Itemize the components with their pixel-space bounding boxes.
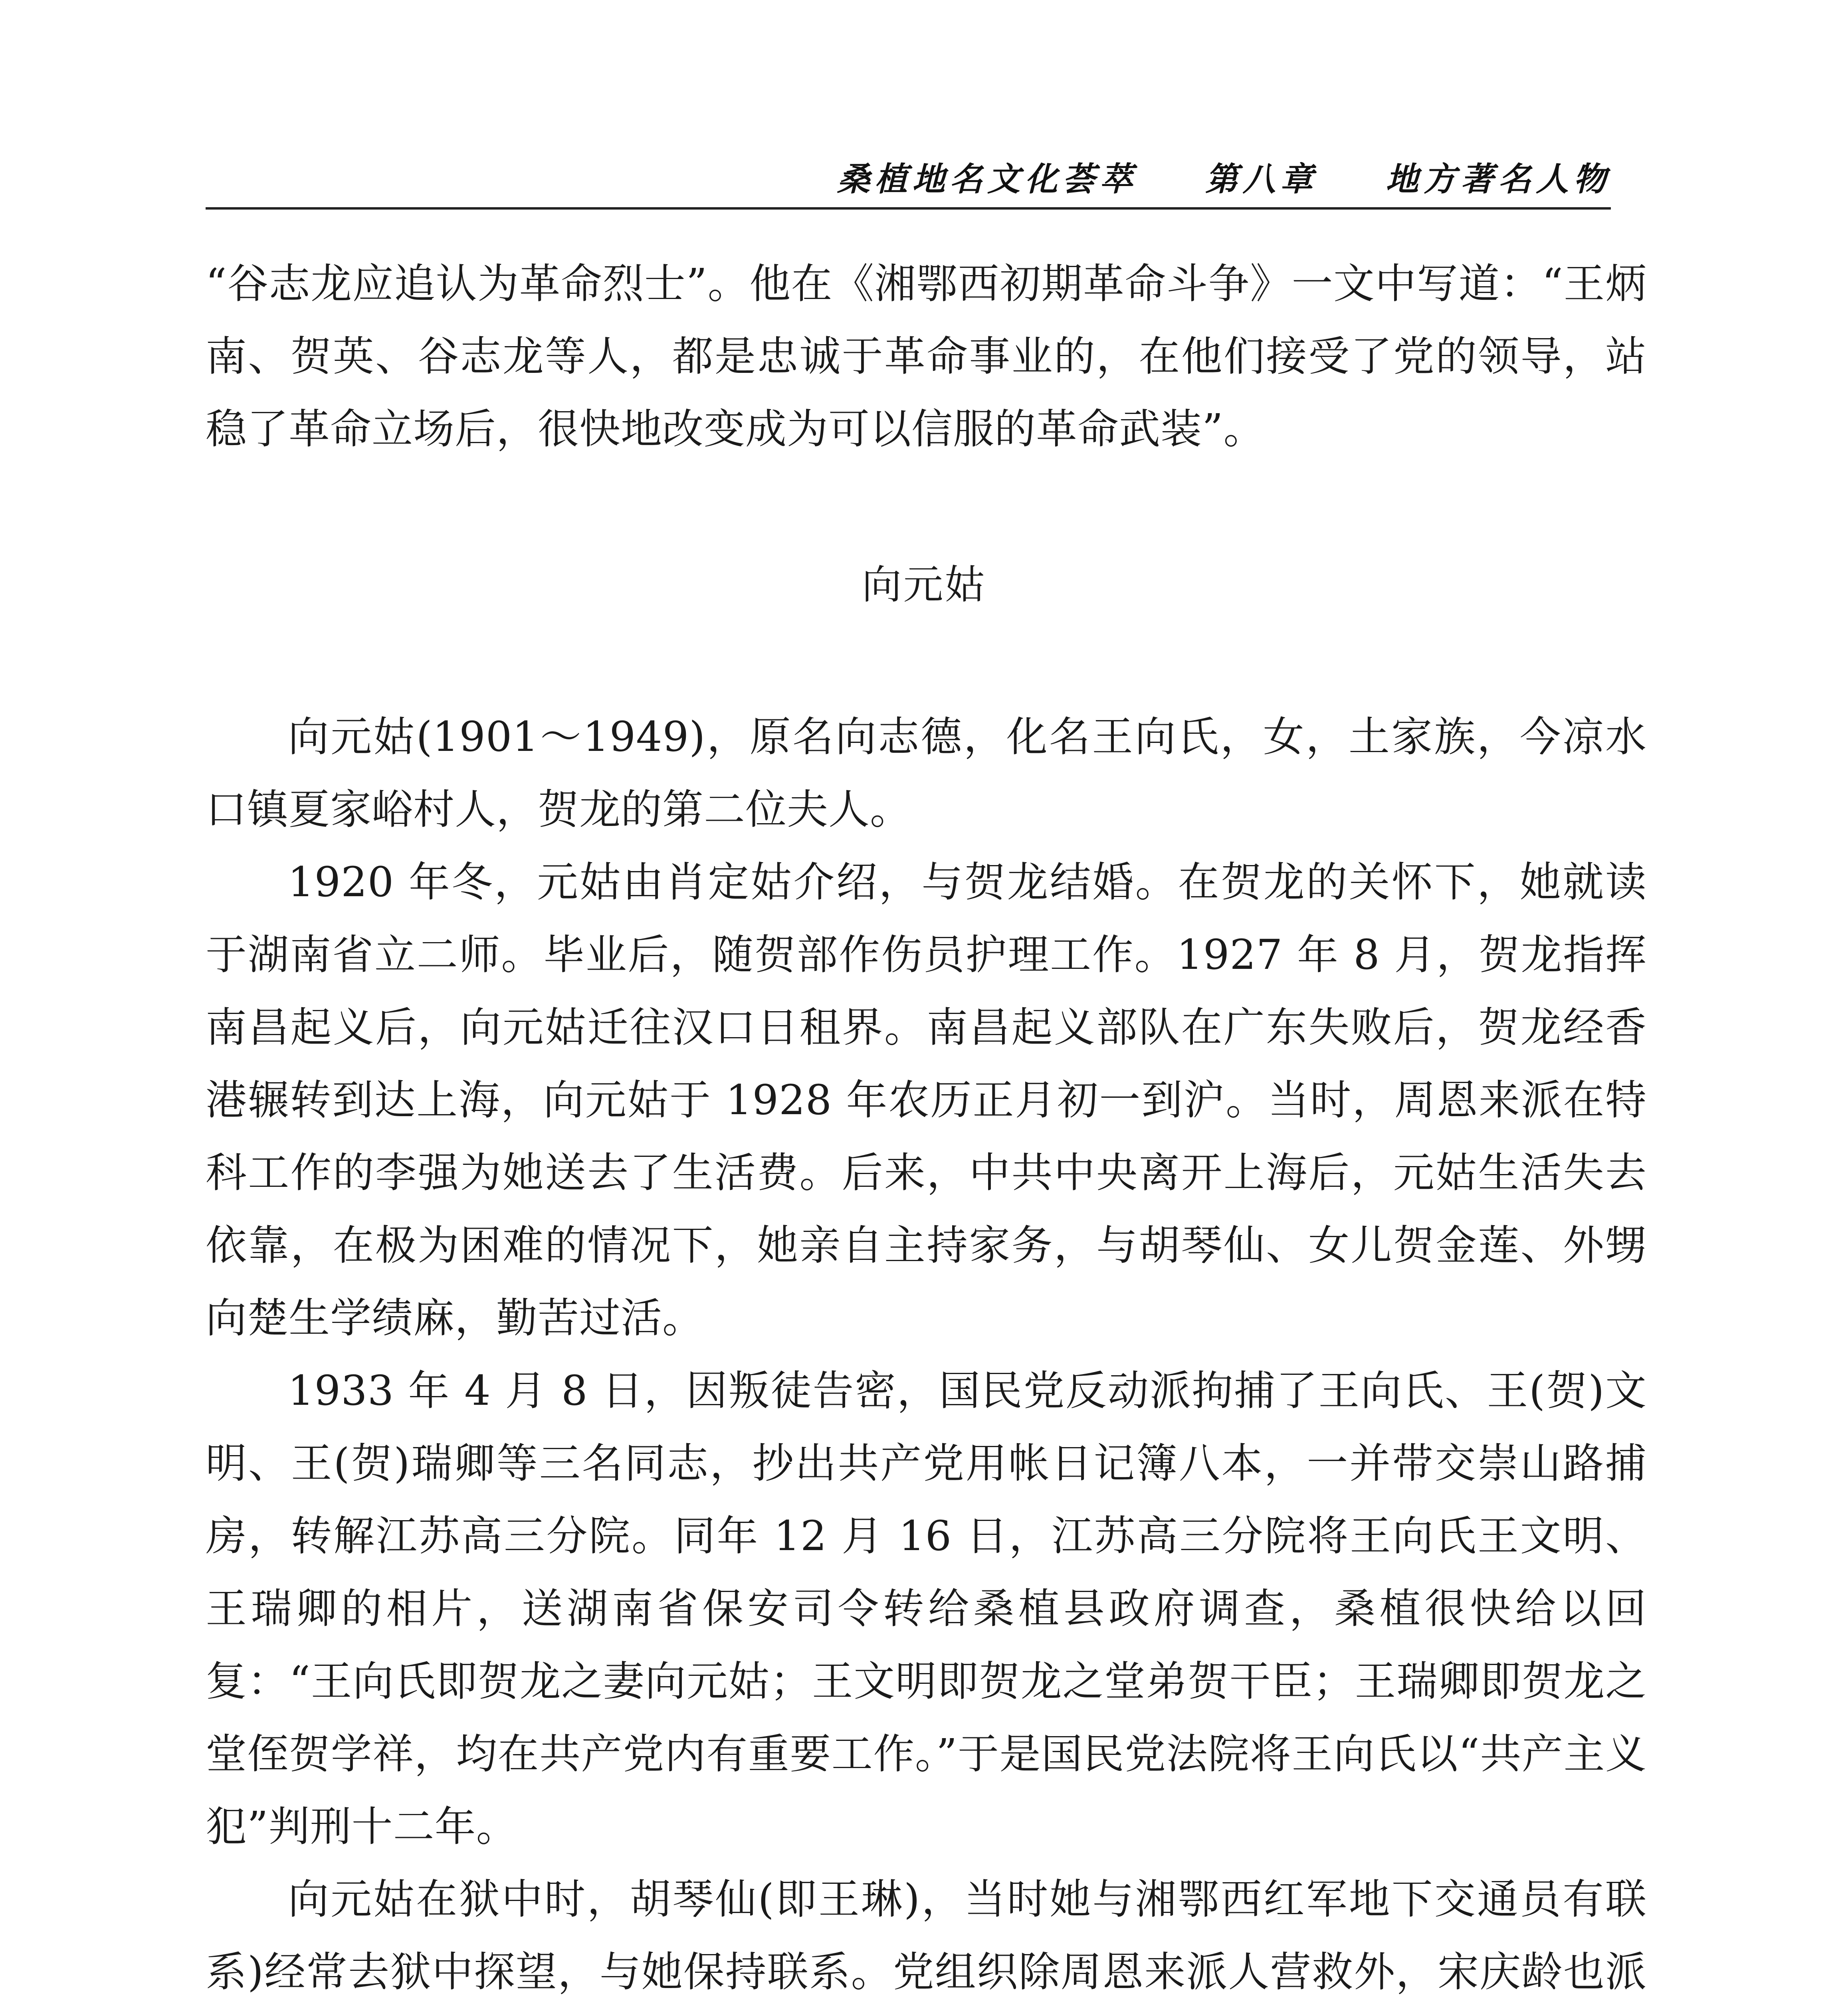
- paragraph: 1933 年 4 月 8 日，因叛徒告密，国民党反动派拘捕了王向氏、王(贺)文明、王(贺)瑞卿等三名同志，抄出共产党用帐日记簿八本，一并带交崇山路捕房，转解江苏高三分院。同年 12 月 16 日，江苏高三分院将王向氏王文明、王瑞卿的相片，送湖南省保安司令转给桑植县政府调查，桑植很快给以回复：“王向氏即贺龙之妻向元姑；王文明即贺龙之堂弟贺干臣；王瑞卿即贺龙之堂侄贺学祥，均在共产党内有重要工作。”于是国民党法院将王向氏以“共产主义犯”判刑十二年。: [206, 1367, 1647, 1851]
- main-text-block: [206, 701, 1647, 1996]
- paragraph: 1920 年冬，元姑由肖定姑介绍，与贺龙结婚。在贺龙的关怀下，她就读于湖南省立二师。毕业后，随贺部作伤员护理工作。1927 年 8 月，贺龙指挥南昌起义后，向元姑迁往汉口日租界。南昌起义部队在广东失败后，贺龙经香港辗转到达上海，向元姑于 1928 年农历正月初一到沪。当时，周恩来派在特科工作的李强为她送去了生活费。后来，中共中央离开上海后，元姑生活失去依靠，在极为困难的情况下，她亲自主持家务，与胡琴仙、女儿贺金莲、外甥向楚生学绩麻，勤苦过活。: [206, 858, 1647, 1342]
- header-chapter: 第八章: [1205, 160, 1318, 198]
- paragraph: 向元姑(1901～1949)，原名向志德，化名王向氏，女，土家族，今凉水口镇夏家峪村人，贺龙的第二位夫人。: [206, 713, 1647, 834]
- header-book-title: 桑植地名文化荟萃: [837, 160, 1137, 198]
- header-chapter-title: 地方著名人物: [1386, 160, 1611, 198]
- running-header: [206, 150, 1611, 210]
- intro-text-block: [206, 248, 1647, 465]
- section-title: 向元姑: [862, 561, 986, 608]
- intro-paragraph: “谷志龙应追认为革命烈士”。他在《湘鄂西初期革命斗争》一文中写道：“王炳南、贺英、谷志龙等人，都是忠诚于革命事业的，在他们接受了党的领导，站稳了革命立场后，很快地改变成为可以信服的革命武装”。: [206, 260, 1647, 453]
- paragraph: 向元姑在狱中时，胡琴仙(即王琳)，当时她与湘鄂西红军地下交通员有联系)经常去狱中探望，与她保持联系。党组织除周恩来派人营救外，宋庆龄也派: [206, 1875, 1647, 1996]
